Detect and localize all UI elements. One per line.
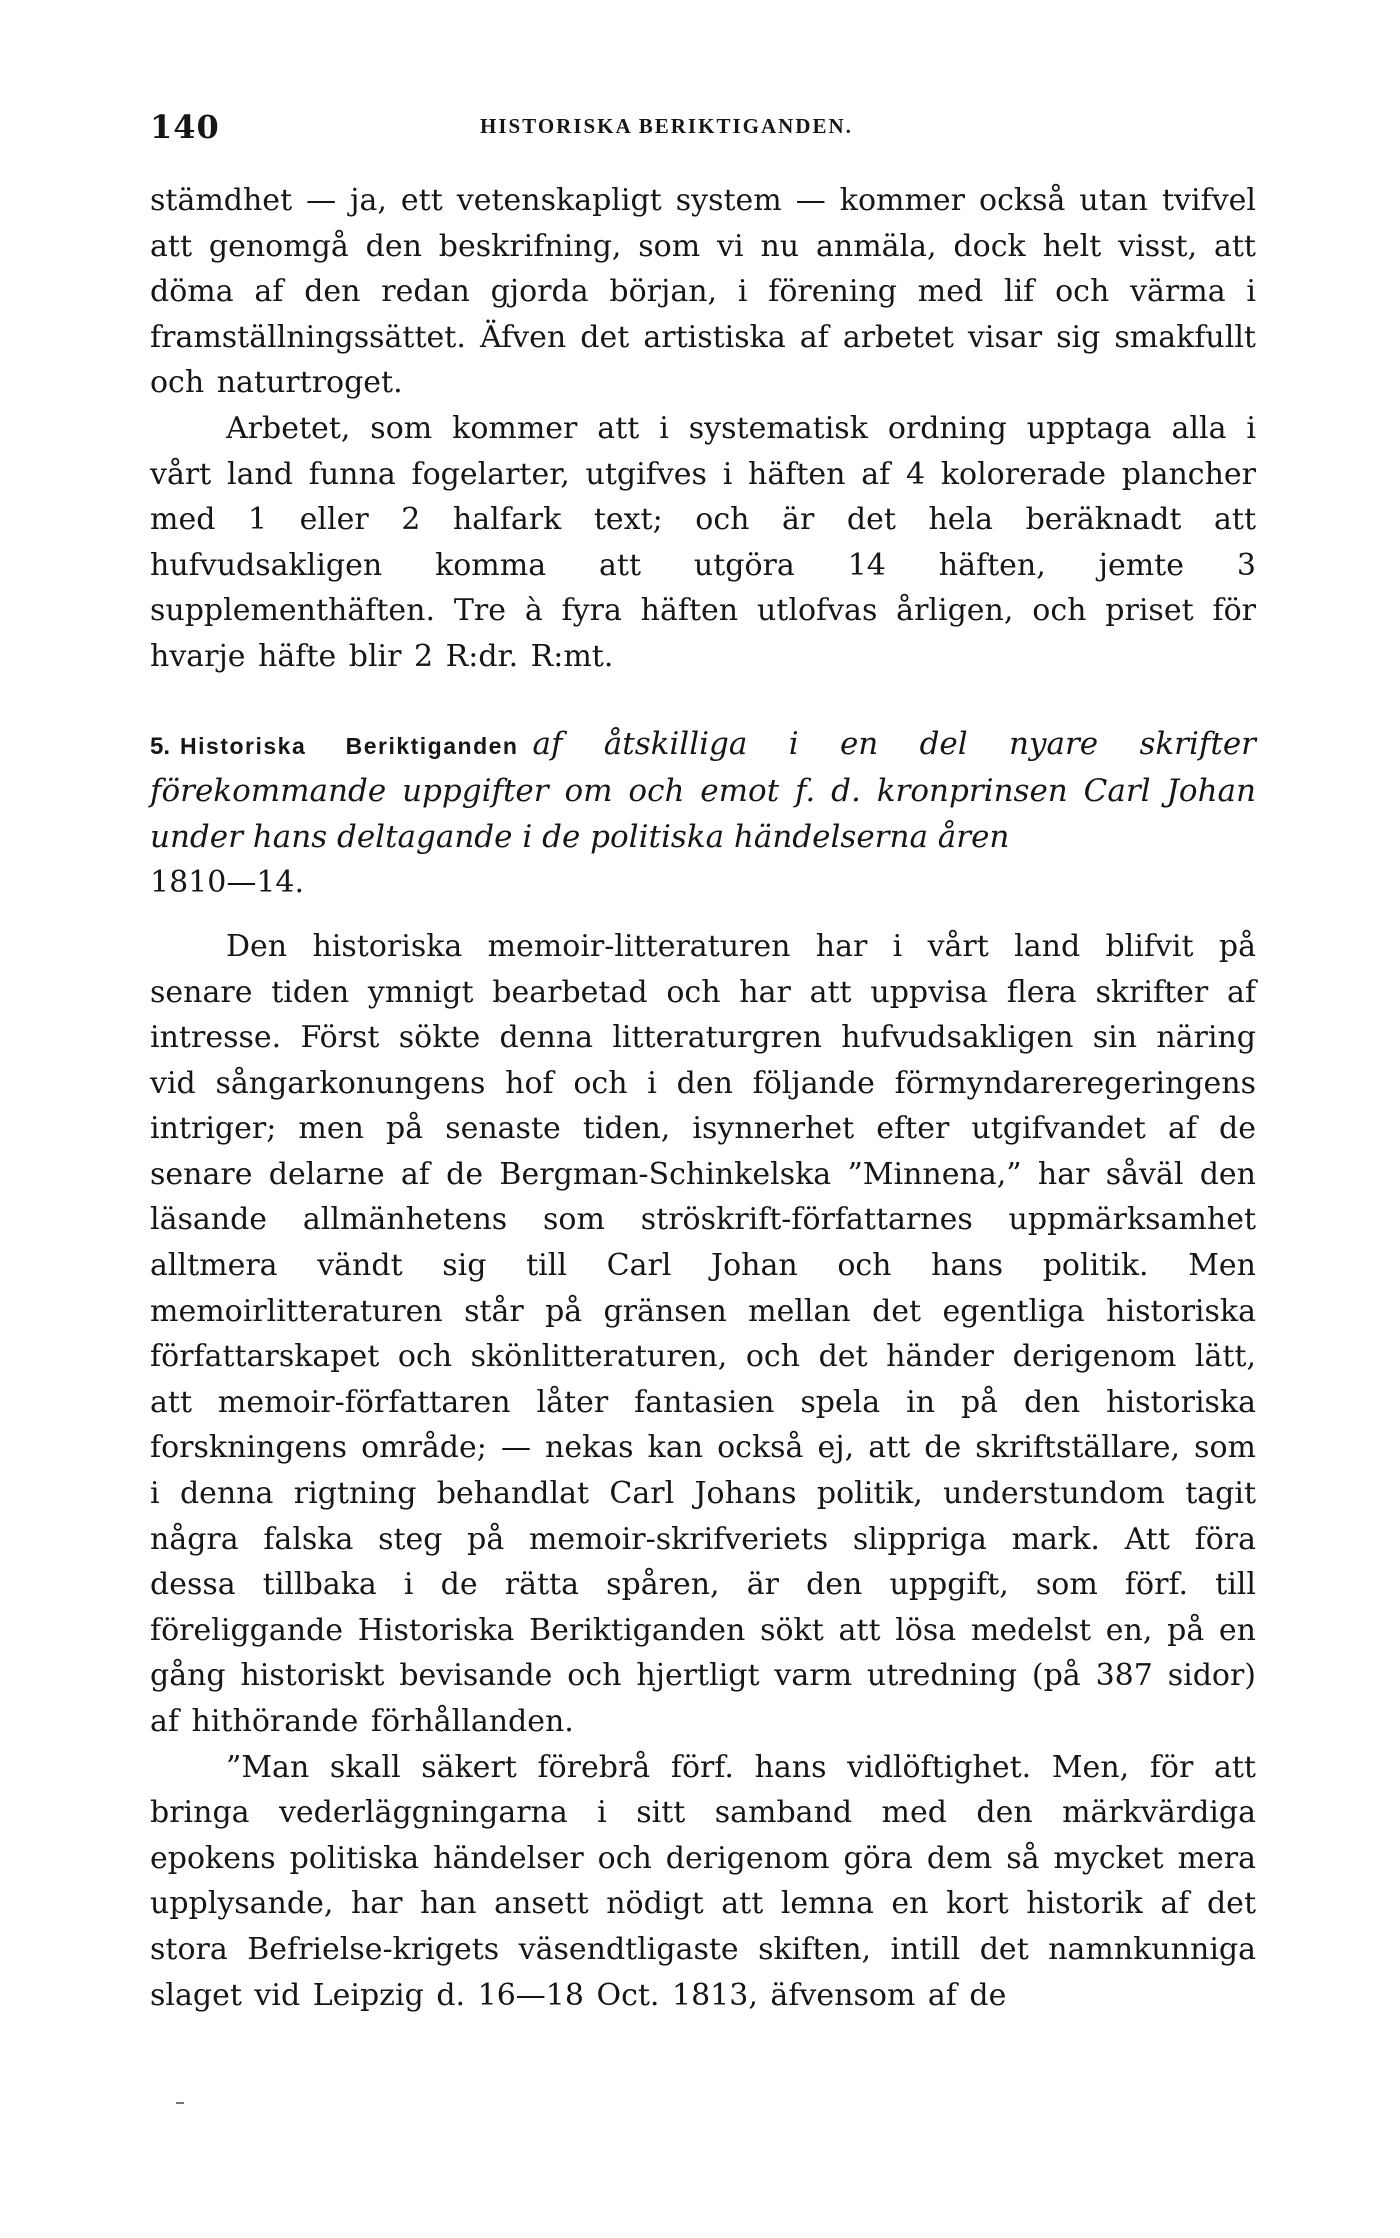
paragraph-quote: ”Man skall säkert förebrå förf. hans vidlöftighet. Men, för att bringa vederläggningarna i sitt samband med den märkvärdiga epokens politiska händelser och derigenom göra dem så mycket mera upplysande, har han ansett nödigt att lemna en kort historik af det stora Befrielse-krigets väsendtligaste skiften, intill det namnkunniga slaget vid Leipzig d. 16—18 Oct. 1813, äfvensom af de [150,1749,1256,2013]
section-title: Historiska Beriktiganden [180,732,519,759]
section-years: 1810—14. [150,865,305,901]
section-heading [150,722,1256,906]
paragraph-arbetet: Arbetet, som kommer att i systematisk ordning upptaga alla i vårt land funna fogelarter, utgifves i häften af 4 kolorerade plancher med 1 eller 2 halfark text; och är det hela beräknadt att hufvudsakligen komma att utgöra 14 häften, jemte 3 supplementhäften. Tre à fyra häften utlofvas årligen, och priset för hvarje häfte blir 2 R:dr. R:mt. [150,410,1256,674]
section-number: 5. [150,732,171,760]
page-number: 140 [150,108,220,146]
paragraph-memoir: Den historiska memoir-litteraturen har i vårt land blifvit på senare tiden ymnigt bearbetad och har att uppvisa flera skrifter af intresse. Först sökte denna litteraturgren hufvudsakligen sin näring vid sångarkonungens hof och i den följande förmyndareregeringens intriger; men på senaste tiden, isynnerhet efter utgifvandet af de senare delarne af de Bergman-Schinkelska ”Minnena,” har såväl den läsande allmänhetens som ströskrift-författarnes uppmärksamhet alltmera vändt sig till Carl Johan och hans politik. Men memoirlitteraturen står på gränsen mellan det egentliga historiska författarskapet och skönlitteraturen, och det händer derigenom lätt, att memoir-författaren låter fantasien spela in på den historiska forskningens område; — nekas kan också ej, att de skriftställare, som i denna rigtning behandlat Carl Johans politik, understundom tagit några falska steg på memoir-skrifveriets slippriga mark. Att föra dessa tillbaka i de rätta spåren, är den uppgift, som förf. till föreliggande Historiska Beriktiganden sökt att lösa medelst en, på en gång historiskt bevisande och hjertligt varm utredning (på 387 sidor) af hithörande förhållanden. [150,928,1256,1739]
section-description: af åtskilliga i en del nyare skrifter förekommande uppgifter om och emot f. d. kronprinsen Carl Johan under hans deltagande i de politiska händelserna åren [150,725,1256,855]
print-speck [176,2102,184,2104]
running-head [150,108,1250,148]
main-text [150,178,1256,2018]
running-title: HISTORISKA BERIKTIGANDEN. [480,114,853,138]
paragraph-continuation: stämdhet — ja, ett vetenskapligt system — kommer också utan tvifvel att genomgå den beskrifning, som vi nu anmäla, dock helt visst, att döma af den redan gjorda början, i förening med lif och värma i framställningssättet. Äfven det artistiska af arbetet visar sig smakfullt och naturtroget. [150,183,1256,401]
